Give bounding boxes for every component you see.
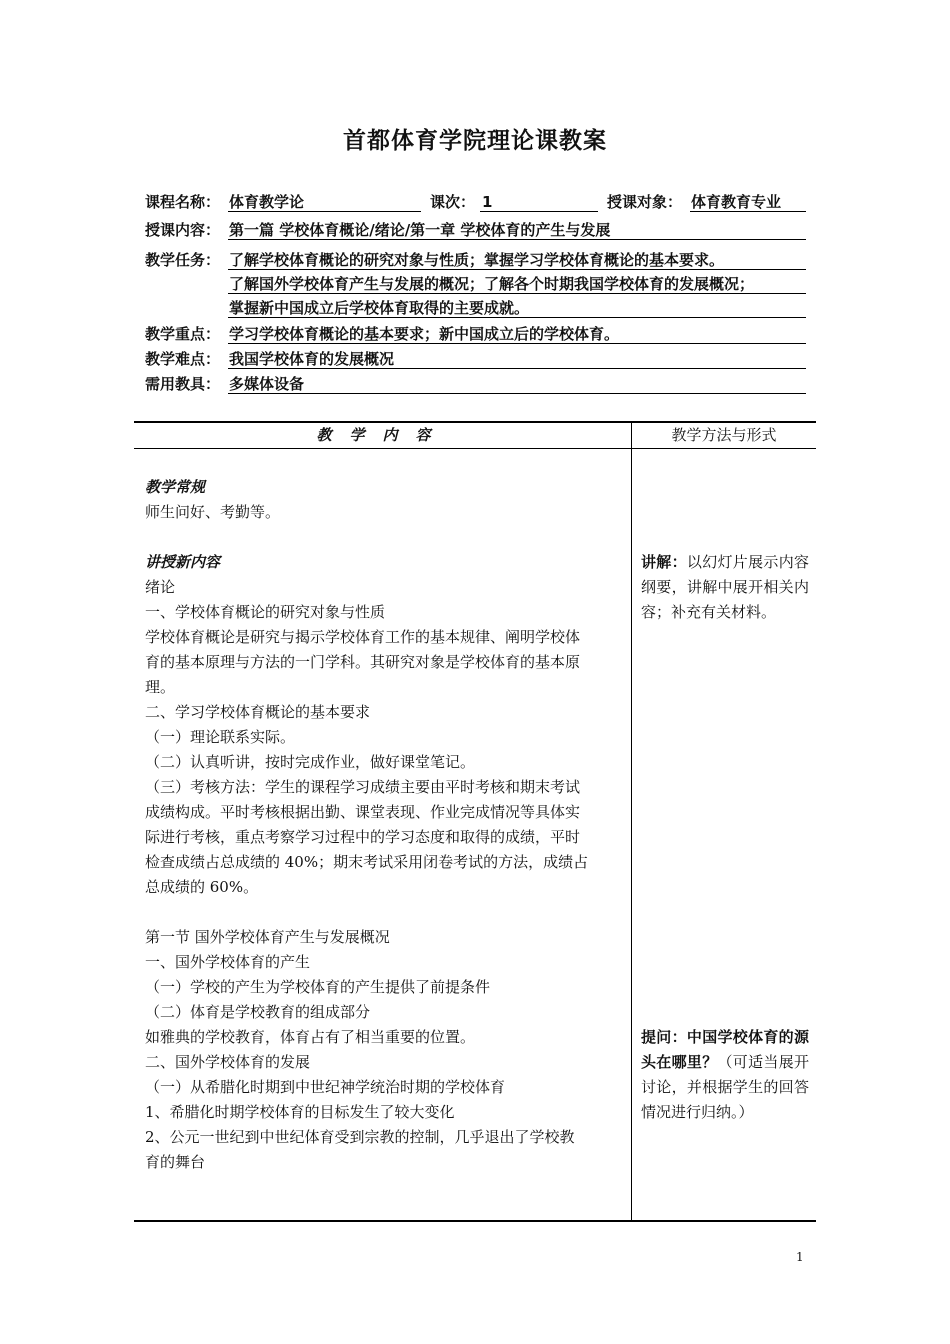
content-line: 总成绩的 60%。	[145, 878, 259, 896]
task-underline-2	[228, 293, 806, 294]
tools-label: 需用教具：	[145, 375, 221, 393]
teaching-content	[145, 475, 627, 1175]
task-label: 教学任务：	[145, 251, 221, 269]
content-line: 学校体育概论是研究与揭示学校体育工作的基本规律、阐明学校体	[145, 628, 581, 646]
audience-label: 授课对象：	[607, 193, 683, 211]
content-line: 二、国外学校体育的发展	[145, 1053, 311, 1071]
course-name-label: 课程名称：	[145, 193, 221, 211]
method-question-text: （可适当展开讨论，并根据学生的回答情况进行归纳。）	[641, 1053, 809, 1121]
content-underline	[228, 239, 806, 240]
content-line: 师生问好、考勤等。	[145, 503, 281, 521]
table-column-divider	[631, 421, 632, 1222]
content-line: （三）考核方法：学生的课程学习成绩主要由平时考核和期末考试	[145, 778, 581, 796]
task-underline-1	[228, 269, 806, 270]
content-line: 第一节 国外学校体育产生与发展概况	[145, 928, 390, 946]
content-value: 第一篇 学校体育概论/绪论/第一章 学校体育的产生与发展	[229, 221, 611, 239]
content-line: 一、国外学校体育的产生	[145, 953, 311, 971]
content-line: （一）学校的产生为学校体育的产生提供了前提条件	[145, 978, 491, 996]
content-line: 育的基本原理与方法的一门学科。其研究对象是学校体育的基本原	[145, 653, 581, 671]
task-line-1: 了解学校体育概论的研究对象与性质；掌握学习学校体育概论的基本要求。	[229, 251, 725, 269]
content-line: 育的舞台	[145, 1153, 206, 1171]
method-question	[641, 1025, 809, 1125]
content-line: 2、公元一世纪到中世纪体育受到宗教的控制，几乎退出了学校教	[145, 1128, 575, 1146]
focus-value: 学习学校体育概论的基本要求；新中国成立后的学校体育。	[229, 325, 620, 343]
tools-underline	[228, 393, 806, 394]
spacer	[145, 525, 627, 550]
table-header-divider	[134, 448, 816, 449]
method-question-label: 提问：中国学校体育的源头在哪里？	[641, 1028, 809, 1071]
session-underline	[480, 211, 598, 212]
content-line: （二）体育是学校教育的组成部分	[145, 1003, 371, 1021]
course-name-value: 体育教学论	[229, 193, 305, 211]
content-line: 成绩构成。平时考核根据出勤、课堂表现、作业完成情况等具体实	[145, 803, 581, 821]
task-line-3: 掌握新中国成立后学校体育取得的主要成就。	[229, 299, 530, 317]
content-line: 际进行考核，重点考察学习过程中的学习态度和取得的成绩，平时	[145, 828, 581, 846]
content-line: 绪论	[145, 578, 176, 596]
content-line: （一）理论联系实际。	[145, 728, 296, 746]
audience-underline	[690, 211, 806, 212]
audience-value: 体育教育专业	[691, 193, 782, 211]
content-label: 授课内容：	[145, 221, 221, 239]
section-heading-new-content: 讲授新内容	[145, 553, 221, 571]
focus-underline	[228, 343, 806, 344]
table-bottom-border	[134, 1220, 816, 1222]
content-line: （二）认真听讲，按时完成作业，做好课堂笔记。	[145, 753, 476, 771]
column-header-content: 教学内容	[316, 426, 449, 444]
session-label: 课次：	[430, 193, 476, 211]
page-title: 首都体育学院理论课教案	[343, 128, 607, 154]
method-lecture-text: 以幻灯片展示内容纲要，讲解中展开相关内容；补充有关材料。	[641, 553, 809, 621]
difficulty-value: 我国学校体育的发展概况	[229, 350, 395, 368]
difficulty-underline	[228, 368, 806, 369]
method-lecture-label: 讲解：	[641, 553, 687, 571]
column-header-method: 教学方法与形式	[671, 426, 777, 444]
tools-value: 多媒体设备	[229, 375, 305, 393]
page-number: 1	[796, 1250, 804, 1264]
difficulty-label: 教学难点：	[145, 350, 221, 368]
spacer	[145, 900, 627, 925]
focus-label: 教学重点：	[145, 325, 221, 343]
method-lecture	[641, 550, 809, 625]
course-name-underline	[228, 211, 421, 212]
session-value: 1	[482, 193, 493, 211]
content-line: 1、希腊化时期学校体育的目标发生了较大变化	[145, 1103, 455, 1121]
content-line: 如雅典的学校教育，体育占有了相当重要的位置。	[145, 1028, 476, 1046]
table-top-border	[134, 421, 816, 423]
content-line: 一、学校体育概论的研究对象与性质	[145, 603, 386, 621]
content-line: 检查成绩占总成绩的 40%；期末考试采用闭卷考试的方法，成绩占	[145, 853, 589, 871]
section-heading-routine: 教学常规	[145, 478, 206, 496]
content-line: 二、学习学校体育概论的基本要求	[145, 703, 371, 721]
content-line: （一）从希腊化时期到中世纪神学统治时期的学校体育	[145, 1078, 506, 1096]
task-line-2: 了解国外学校体育产生与发展的概况；了解各个时期我国学校体育的发展概况；	[229, 275, 755, 293]
content-line: 理。	[145, 678, 176, 696]
task-underline-3	[228, 317, 806, 318]
